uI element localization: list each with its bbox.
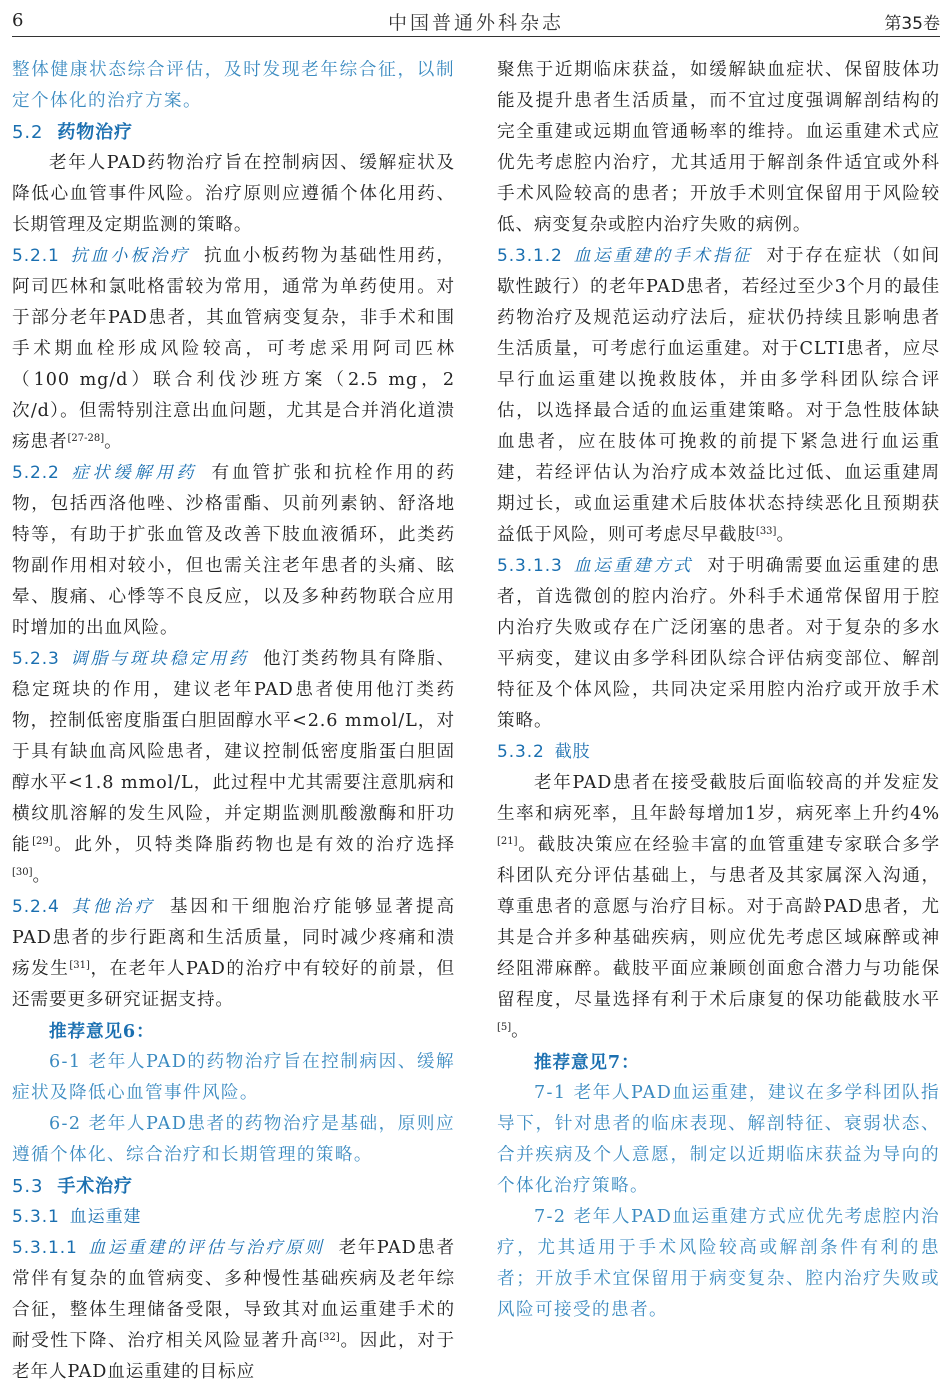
section-number: 5.2.2 <box>12 463 60 483</box>
section-heading <box>12 117 455 148</box>
body-paragraph <box>497 768 940 1047</box>
body-paragraph <box>12 148 455 241</box>
section-title: 血运重建 <box>69 1207 142 1227</box>
left-column <box>12 55 455 1388</box>
body-paragraph <box>12 458 455 644</box>
citation: [30] <box>12 867 33 878</box>
paragraph-text: ，在老年人PAD的治疗中有较好的前景，但还需要更多研究证据支持。 <box>12 959 455 1010</box>
recommendation-paragraph <box>12 1109 455 1171</box>
section-title: 其他治疗 <box>69 897 156 917</box>
section-number: 5.3.1.2 <box>497 246 563 266</box>
paragraph-text: 老年PAD患者常伴有复杂的血管病变、多种慢性基础疾病及老年综合征，整体生理储备受限，导致其对血运重建手术的耐受性下降、治疗相关风险显著升高 <box>12 1238 455 1351</box>
section-number: 5.2.4 <box>12 897 60 917</box>
paragraph-text: 。截肢决策应在经验丰富的血管重建专家联合多学科团队充分评估基础上，与患者及其家属深入沟通，尊重患者的意愿与治疗目标。对于高龄PAD患者，尤其是合并多种基础疾病，则应优先考虑区域麻醉或神经阻滞麻醉。截肢平面应兼顾创面愈合潜力与功能保留程度，尽量选择有利于术后康复的保功能截肢水平 <box>497 835 940 1010</box>
body-paragraph <box>497 551 940 737</box>
page-number: 6 <box>12 10 24 31</box>
right-column <box>497 55 940 1326</box>
paragraph-text: 。因此，对于老年人PAD血运重建的目标应 <box>12 1331 455 1382</box>
page-header <box>12 6 940 37</box>
paragraph-text: 基因和干细胞治疗能够显著提高PAD患者的步行距离和生活质量，同时减少疼痛和溃疡发生 <box>12 897 455 979</box>
citation: [27-28] <box>67 433 105 444</box>
paragraph-text: 整体健康状态综合评估，及时发现老年综合征，以制定个体化的治疗方案。 <box>12 60 455 111</box>
section-title: 症状缓解用药 <box>69 463 198 483</box>
recommendation-paragraph <box>497 1202 940 1326</box>
body-paragraph <box>497 55 940 241</box>
body-paragraph <box>12 1233 455 1388</box>
paragraph-text: 老年人PAD药物治疗旨在控制病因、缓解症状及降低心血管事件风险。治疗原则应遵循个体化用药、长期管理及定期监测的策略。 <box>12 153 455 235</box>
section-heading <box>12 1202 455 1233</box>
run-in-heading <box>12 649 249 669</box>
section-title: 血运重建方式 <box>572 556 694 576</box>
paragraph-text: 。 <box>104 432 123 452</box>
citation: [21] <box>497 836 518 847</box>
paragraph-text: 他汀类药物具有降脂、稳定斑块的作用，建议老年PAD患者使用他汀类药物，控制低密度脂蛋白胆固醇水平<2.6 mmol/L，对于具有缺血高风险患者，建议控制低密度脂蛋白胆固醇水平<1.8 mmol/L，此过程中尤其需要注意肌病和横纹肌溶解的发生风险，并定期监测肌酸激酶和肝功能 <box>12 649 455 855</box>
section-number: 5.3.2 <box>497 742 545 762</box>
body-paragraph <box>12 241 455 458</box>
section-heading <box>12 1171 455 1202</box>
body-paragraph <box>497 241 940 551</box>
run-in-heading <box>12 897 156 917</box>
run-in-heading <box>497 556 694 576</box>
citation: [31] <box>69 960 90 971</box>
section-title: 血运重建的评估与治疗原则 <box>87 1238 325 1258</box>
run-in-heading <box>12 1238 325 1258</box>
recommendation-paragraph <box>12 55 455 117</box>
section-number: 5.3.1.3 <box>497 556 563 576</box>
paragraph-text: 抗血小板药物为基础性用药，阿司匹林和氯吡格雷较为常用，通常为单药使用。对于部分老年PAD患者，其血管病变复杂，非手术和围手术期血栓形成风险较高，可考虑采用阿司匹林（100 mg/d）联合利伐沙班方案（2.5 mg，2次/d）。但需特别注意出血问题，尤其是合并消化道溃疡患者 <box>12 246 456 452</box>
paragraph-text: 。 <box>32 866 52 886</box>
section-number: 5.3.1.1 <box>12 1238 78 1258</box>
paragraph-text: 7-1 老年人PAD血运重建，建议在多学科团队指导下，针对患者的临床表现、解剖特征、衰弱状态、合并疾病及个人意愿，制定以近期临床获益为导向的个体化治疗策略。 <box>497 1083 940 1196</box>
paragraph-text: 老年PAD患者在接受截肢后面临较高的并发症发生率和病死率，且年龄每增加1岁，病死率上升约4% <box>497 773 940 824</box>
paragraph-text: 。 <box>511 1021 530 1041</box>
section-number: 5.2.1 <box>12 246 60 266</box>
journal-title: 中国普通外科杂志 <box>387 12 564 34</box>
section-title: 抗血小板治疗 <box>69 246 190 266</box>
paragraph-text: 6-2 老年人PAD患者的药物治疗是基础，原则应遵循个体化、综合治疗和长期管理的策略。 <box>12 1114 455 1165</box>
recommendation-paragraph <box>497 1078 940 1202</box>
volume-label: 第35卷 <box>884 14 940 34</box>
citation: [33] <box>755 526 777 537</box>
section-number: 5.2.3 <box>12 649 60 669</box>
recommendation-title: 推荐意见6： <box>48 1021 155 1042</box>
paragraph-text: 。 <box>776 525 795 545</box>
recommendation-title: 推荐意见7： <box>533 1052 640 1073</box>
section-heading <box>497 737 940 768</box>
citation: [5] <box>497 1022 512 1033</box>
run-in-heading <box>12 463 198 483</box>
paragraph-text: 聚焦于近期临床获益，如缓解缺血症状、保留肢体功能及提升患者生活质量，而不宜过度强调解剖结构的完全重建或远期血管通畅率的维持。血运重建术式应优先考虑腔内治疗，尤其适用于解剖条件适宜或外科手术风险较高的患者；开放手术则宜保留用于风险较低、病变复杂或腔内治疗失败的病例。 <box>497 60 940 235</box>
paragraph-text: 6-1 老年人PAD的药物治疗旨在控制病因、缓解症状及降低心血管事件风险。 <box>12 1052 455 1103</box>
section-number: 5.3.1 <box>12 1207 60 1227</box>
section-number: 5.3 <box>12 1176 44 1197</box>
body-paragraph <box>12 644 455 892</box>
run-in-heading <box>12 246 190 266</box>
section-title: 截肢 <box>554 742 591 762</box>
section-title: 血运重建的手术指征 <box>572 246 753 266</box>
section-title: 药物治疗 <box>57 122 133 143</box>
body-paragraph <box>12 892 455 1016</box>
citation: [29] <box>32 836 53 847</box>
recommendation-paragraph <box>12 1047 455 1109</box>
section-title: 手术治疗 <box>57 1176 133 1197</box>
paragraph-text: 对于存在症状（如间歇性跛行）的老年PAD患者，若经过至少3个月的最佳药物治疗及规范运动疗法后，症状仍持续且影响患者生活质量，可考虑行血运重建。对于CLTI患者，应尽早行血运重建以挽救肢体，并由多学科团队综合评估，以选择最合适的血运重建策略。对于急性肢体缺血患者，应在肢体可挽救的前提下紧急进行血运重建，若经评估认为治疗成本效益比过低、血运重建周期过长，或血运重建术后肢体状态持续恶化且预期获益低于风险，则可考虑尽早截肢 <box>497 246 940 545</box>
run-in-heading <box>497 246 753 266</box>
section-number: 5.2 <box>12 122 44 143</box>
paragraph-text: 7-2 老年人PAD血运重建方式应优先考虑腔内治疗，尤其适用于手术风险较高或解剖条件有利的患者；开放手术宜保留用于病变复杂、腔内治疗失败或风险可接受的患者。 <box>497 1207 940 1320</box>
paragraph-text: 对于明确需要血运重建的患者，首选微创的腔内治疗。外科手术通常保留用于腔内治疗失败或存在广泛闭塞的患者。对于复杂的多水平病变，建议由多学科团队综合评估病变部位、解剖特征及个体风险，共同决定采用腔内治疗或开放手术策略。 <box>497 556 941 731</box>
section-title: 调脂与斑块稳定用药 <box>69 649 249 669</box>
citation: [32] <box>319 1332 340 1343</box>
paragraph-text: 有血管扩张和抗栓作用的药物，包括西洛他唑、沙格雷酯、贝前列素钠、舒洛地特等，有助于扩张血管及改善下肢血液循环，此类药物副作用相对较小，但也需关注老年患者的头痛、眩晕、腹痛、心悸等不良反应，以及多种药物联合应用时增加的出血风险。 <box>12 463 455 638</box>
paragraph-text: 。此外，贝特类降脂药物也是有效的治疗选择 <box>52 835 455 855</box>
